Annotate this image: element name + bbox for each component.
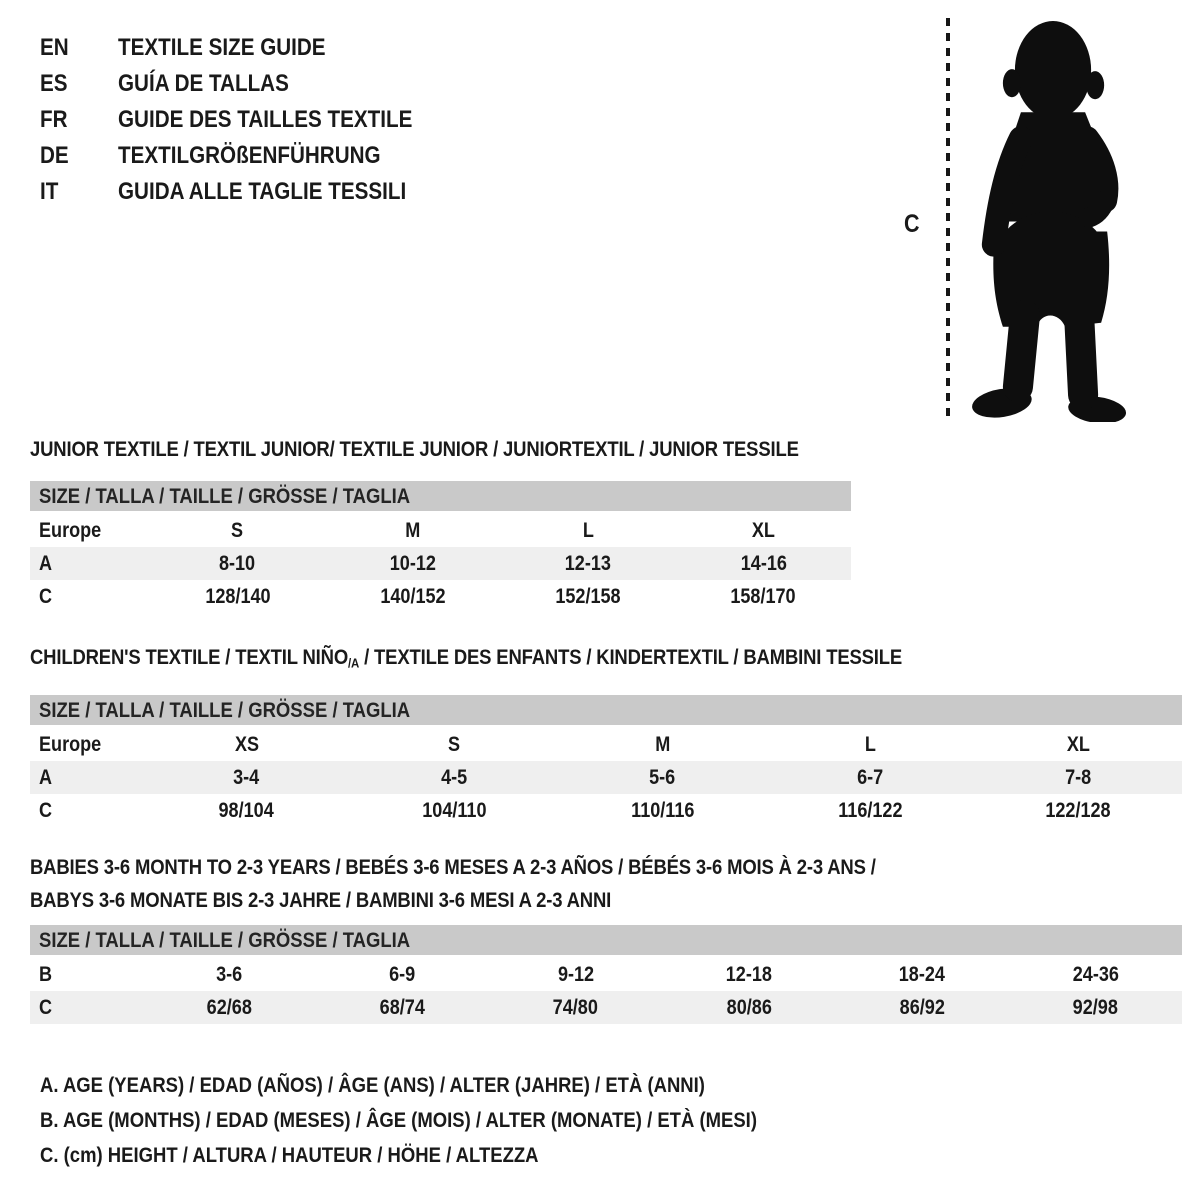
- table-cell: S: [231, 519, 244, 542]
- table-cell: L: [582, 519, 594, 542]
- table-cell: XL: [1066, 733, 1090, 757]
- table-cell: 62/68: [206, 996, 252, 1019]
- table-cell: 12-13: [564, 552, 612, 575]
- table-cell: 92/98: [1072, 996, 1118, 1019]
- table-cell: 6-7: [857, 766, 884, 790]
- section-title: [30, 851, 1182, 917]
- row-label: C: [39, 996, 53, 1019]
- table-cell: 18-24: [899, 963, 946, 986]
- toddler-silhouette-icon: [960, 16, 1134, 422]
- table-cell: 128/140: [204, 585, 271, 608]
- language-title: GUIDE DES TAILLES TEXTILE: [118, 106, 413, 133]
- table-row: [30, 514, 851, 547]
- table-row: [30, 991, 1182, 1024]
- table-cell: 7-8: [1064, 766, 1092, 790]
- table-cell: 80/86: [726, 996, 772, 1019]
- figure: [898, 14, 1194, 424]
- size-section-junior: [30, 433, 851, 613]
- language-title: GUÍA DE TALLAS: [118, 70, 289, 97]
- table-cell: 68/74: [379, 996, 426, 1019]
- language-code: ES: [40, 70, 68, 97]
- language-row: [40, 138, 460, 174]
- language-row: [40, 30, 460, 66]
- language-code: FR: [40, 106, 68, 133]
- table-cell: 104/110: [422, 799, 487, 823]
- row-label: Europe: [39, 733, 102, 757]
- size-header-bar: SIZE / TALLA / TAILLE / GRÖSSE / TAGLIA: [30, 695, 1182, 725]
- language-row: [40, 102, 460, 138]
- legend-line: C. (cm) HEIGHT / ALTURA / HAUTEUR / HÖHE / ALTEZZA: [40, 1143, 539, 1167]
- height-dashed-line: [946, 18, 950, 418]
- section-title: [30, 641, 1182, 679]
- table-cell: 5-6: [649, 766, 676, 790]
- language-code: DE: [40, 142, 69, 169]
- legend-line: A. AGE (YEARS) / EDAD (AÑOS) / ÂGE (ANS) / ALTER (JAHRE) / ETÀ (ANNI): [40, 1073, 705, 1097]
- row-label: Europe: [39, 519, 102, 542]
- table-cell: 10-12: [389, 552, 436, 575]
- language-title: TEXTILGRÖßENFÜHRUNG: [118, 142, 381, 169]
- row-label: C: [39, 799, 53, 823]
- legend-line: B. AGE (MONTHS) / EDAD (MESES) / ÂGE (MOIS) / ALTER (MONATE) / ETÀ (MESI): [40, 1108, 757, 1132]
- language-list: [40, 30, 460, 210]
- table-cell: 14-16: [740, 552, 787, 575]
- table-row: [30, 547, 851, 580]
- table-cell: 3-4: [233, 766, 260, 790]
- legend: [40, 1068, 874, 1173]
- size-table: [30, 695, 1182, 827]
- table-row: [30, 580, 851, 613]
- size-section-children: [30, 641, 1182, 827]
- table-cell: XS: [234, 733, 259, 757]
- language-row: [40, 66, 460, 102]
- table-cell: 140/152: [380, 585, 446, 608]
- language-code: IT: [40, 178, 59, 205]
- section-title-line: BABIES 3-6 MONTH TO 2-3 YEARS / BEBÉS 3-6 MESES A 2-3 AÑOS / BÉBÉS 3-6 MOIS À 2-3 ANS /: [30, 855, 876, 879]
- section-title-line: BABYS 3-6 MONATE BIS 2-3 JAHRE / BAMBINI 3-6 MESI A 2-3 ANNI: [30, 888, 612, 912]
- row-label: A: [39, 552, 53, 575]
- section-title-line: CHILDREN'S TEXTILE / TEXTIL $NIÑO_{/A}$ / TEXTILE DES ENFANTS / KINDERTEXTIL / BAMBINI TESSILE: [30, 645, 903, 671]
- table-cell: 110/116: [630, 799, 694, 823]
- table-cell: 98/104: [218, 799, 275, 823]
- table-row: [30, 794, 1182, 827]
- table-cell: 116/122: [838, 799, 903, 823]
- table-row: [30, 958, 1182, 991]
- table-cell: 24-36: [1072, 963, 1119, 986]
- language-title: TEXTILE SIZE GUIDE: [118, 34, 326, 61]
- table-cell: 122/128: [1045, 799, 1111, 823]
- height-measure-label: C: [904, 210, 920, 238]
- size-table: [30, 481, 851, 613]
- size-header-bar: SIZE / TALLA / TAILLE / GRÖSSE / TAGLIA: [30, 481, 851, 511]
- row-label: B: [39, 963, 53, 986]
- section-title: [30, 433, 851, 466]
- table-cell: M: [654, 733, 670, 757]
- table-row: [30, 761, 1182, 794]
- language-title: GUIDA ALLE TAGLIE TESSILI: [118, 178, 407, 205]
- table-cell: 4-5: [441, 766, 468, 790]
- table-cell: 6-9: [389, 963, 416, 986]
- table-cell: 3-6: [216, 963, 243, 986]
- size-section-babies: [30, 851, 1182, 1024]
- table-cell: L: [864, 733, 876, 757]
- table-row: [30, 728, 1182, 761]
- language-row: [40, 174, 460, 210]
- table-cell: 152/158: [555, 585, 621, 608]
- table-cell: M: [405, 519, 421, 542]
- size-header-bar: SIZE / TALLA / TAILLE / GRÖSSE / TAGLIA: [30, 925, 1182, 955]
- table-cell: 8-10: [219, 552, 256, 575]
- section-title-line: JUNIOR TEXTILE / TEXTIL JUNIOR/ TEXTILE JUNIOR / JUNIORTEXTIL / JUNIOR TESSILE: [30, 437, 799, 461]
- table-cell: 12-18: [725, 963, 773, 986]
- row-label: A: [39, 766, 53, 790]
- table-cell: S: [448, 733, 461, 757]
- table-cell: 9-12: [557, 963, 594, 986]
- table-cell: 158/170: [730, 585, 797, 608]
- table-cell: 86/92: [899, 996, 945, 1019]
- table-cell: XL: [751, 519, 775, 542]
- language-code: EN: [40, 34, 69, 61]
- size-table: [30, 925, 1182, 1024]
- row-label: C: [39, 585, 53, 608]
- table-cell: 74/80: [553, 996, 599, 1019]
